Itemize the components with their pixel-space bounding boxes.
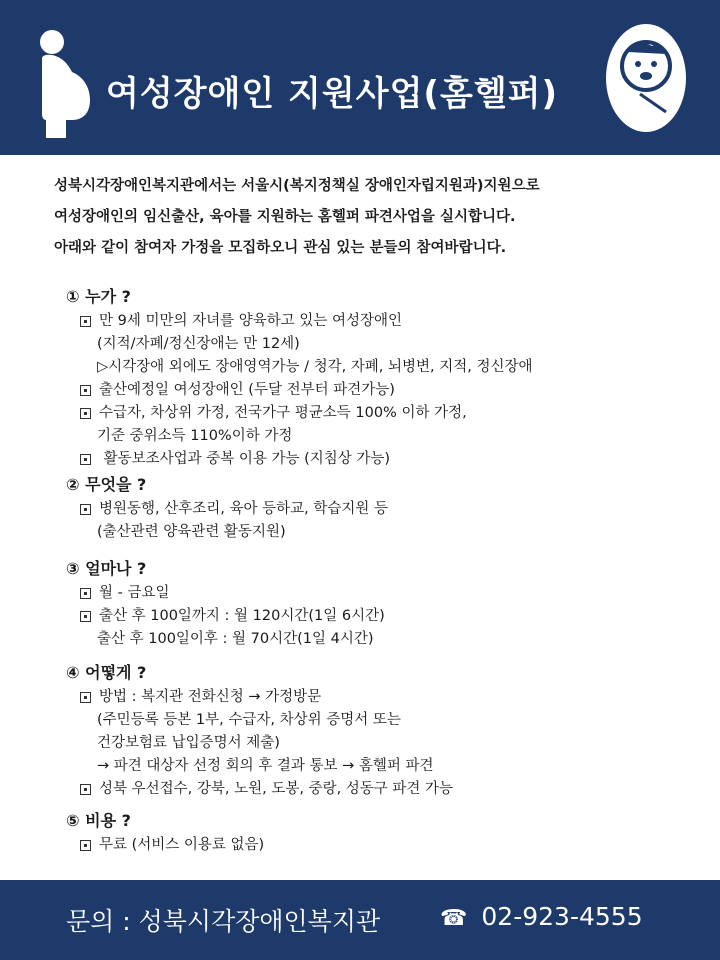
- section-heading: ③ 얼마나 ?: [66, 559, 147, 578]
- intro-line: 여성장애인의 임신출산, 육아를 지원하는 홈헬퍼 파견사업을 실시합니다.: [54, 209, 516, 225]
- list-item: [66, 310, 706, 333]
- list-item: [66, 402, 706, 425]
- checkbox-bullet-icon: [80, 692, 91, 703]
- swaddled-baby-icon: [604, 22, 688, 134]
- list-item-text: 출산 후 100일이후 : 월 70시간(1일 4시간): [97, 631, 374, 647]
- list-item: [66, 778, 706, 801]
- list-item-text: 활동보조사업과 중복 이용 가능 (지침상 가능): [99, 451, 391, 467]
- checkbox-bullet-icon: [80, 316, 91, 327]
- list-item: [66, 521, 706, 544]
- intro-text: [54, 172, 694, 265]
- section: [66, 284, 706, 471]
- header-banner: [0, 0, 720, 155]
- page-title: 여성장애인 지원사업(홈헬퍼): [106, 74, 559, 114]
- telephone-icon: ☎: [440, 906, 468, 931]
- phone-number: 02-923-4555: [481, 902, 643, 931]
- checkbox-bullet-icon: [80, 504, 91, 515]
- list-item-text: 수급자, 차상위 가정, 전국가구 평균소득 100% 이하 가정,: [99, 405, 467, 421]
- checkbox-bullet-icon: [80, 385, 91, 396]
- list-item: [66, 732, 706, 755]
- checkbox-bullet-icon: [80, 840, 91, 851]
- section: [66, 556, 706, 651]
- checkbox-bullet-icon: [80, 454, 91, 465]
- footer-banner: [0, 880, 720, 960]
- checkbox-bullet-icon: [80, 588, 91, 599]
- list-item: [66, 333, 706, 356]
- list-item-text: 무료 (서비스 이용료 없음): [99, 837, 265, 853]
- list-item: [66, 628, 706, 651]
- list-item: [66, 379, 706, 402]
- section-heading: ② 무엇을 ?: [66, 475, 147, 494]
- list-item: [66, 605, 706, 628]
- checkbox-bullet-icon: [80, 611, 91, 622]
- list-item-text: 월 - 금요일: [99, 585, 170, 601]
- list-item-text: 성북 우선접수, 강북, 노원, 도봉, 중랑, 성동구 파견 가능: [99, 781, 454, 797]
- phone-block: [440, 902, 643, 931]
- list-item-text: 출산 후 100일까지 : 월 120시간(1일 6시간): [99, 608, 385, 624]
- list-item-text: → 파견 대상자 선정 회의 후 결과 통보 → 홈헬퍼 파견: [97, 758, 434, 774]
- list-item-text: 출산예정일 여성장애인 (두달 전부터 파견가능): [99, 382, 395, 398]
- list-item-text: (출산관련 양육관련 활동지원): [97, 524, 286, 540]
- list-item: [66, 834, 706, 857]
- list-item-text: (지적/자폐/정신장애는 만 12세): [97, 336, 300, 352]
- list-item: [66, 448, 706, 471]
- list-item-text: 방법 : 복지관 전화신청 → 가정방문: [99, 689, 322, 705]
- list-item-text: 건강보험료 납입증명서 제출): [97, 735, 280, 751]
- list-item-text: ▷시각장애 외에도 장애영역가능 / 청각, 자폐, 뇌병변, 지적, 정신장애: [97, 359, 533, 375]
- checkbox-bullet-icon: [80, 784, 91, 795]
- contact-label: 문의 : 성북시각장애인복지관: [66, 907, 381, 936]
- list-item: [66, 709, 706, 732]
- list-item-text: 병원동행, 산후조리, 육아 등하교, 학습지원 등: [99, 501, 388, 517]
- list-item: [66, 498, 706, 521]
- section-heading: ④ 어떻게 ?: [66, 663, 147, 682]
- section: [66, 472, 706, 544]
- section: [66, 660, 706, 801]
- section: [66, 808, 706, 857]
- intro-line: 아래와 같이 참여자 가정을 모집하오니 관심 있는 분들의 참여바랍니다.: [54, 240, 507, 256]
- list-item-text: 기준 중위소득 110%이하 가정: [97, 428, 293, 444]
- list-item: [66, 425, 706, 448]
- list-item: [66, 582, 706, 605]
- pregnant-woman-icon: [38, 28, 98, 140]
- list-item-text: 만 9세 미만의 자녀를 양육하고 있는 여성장애인: [99, 313, 403, 329]
- list-item: [66, 686, 706, 709]
- section-heading: ⑤ 비용 ?: [66, 811, 131, 830]
- list-item-text: (주민등록 등본 1부, 수급자, 차상위 증명서 또는: [97, 712, 401, 728]
- intro-line: 성북시각장애인복지관에서는 서울시(복지정책실 장애인자립지원과)지원으로: [54, 178, 540, 194]
- list-item: [66, 356, 706, 379]
- list-item: [66, 755, 706, 778]
- checkbox-bullet-icon: [80, 408, 91, 419]
- section-heading: ① 누가 ?: [66, 287, 131, 306]
